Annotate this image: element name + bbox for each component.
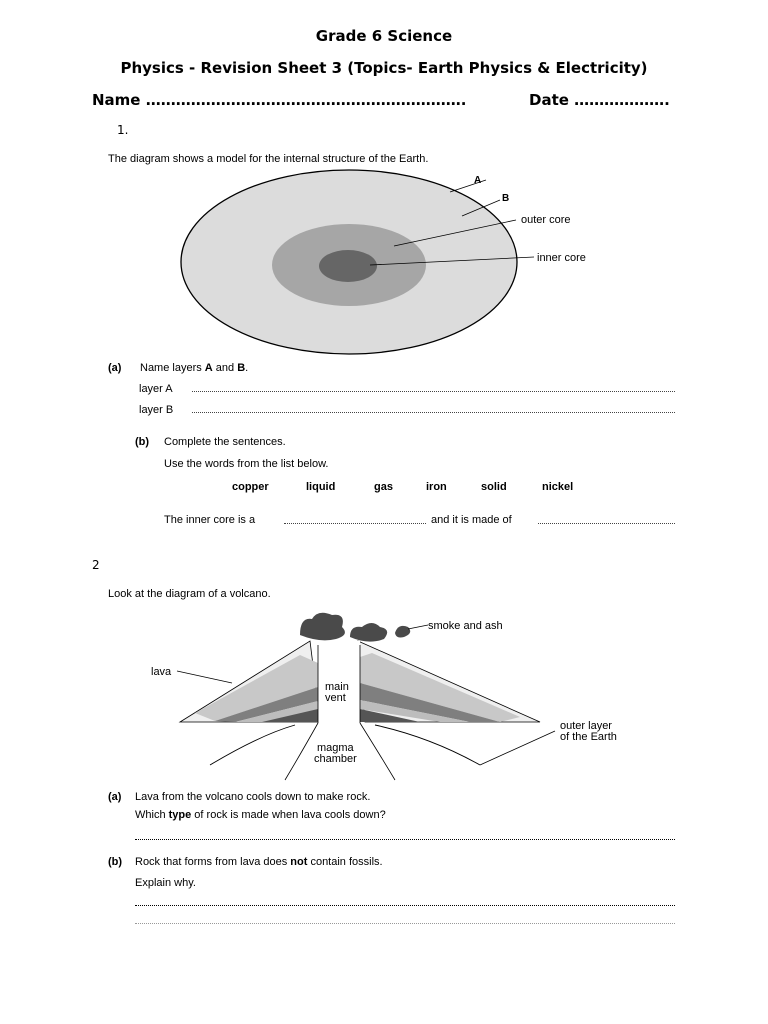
- label-magma-1: magma: [317, 742, 354, 754]
- layer-b-label: layer B: [139, 404, 174, 416]
- name-field[interactable]: Name ……………………………………………………….: [92, 91, 467, 109]
- label-smoke: smoke and ash: [428, 620, 503, 632]
- earth-structure-diagram: [0, 160, 768, 360]
- label-outer-layer-1: outer layer: [560, 720, 612, 732]
- word-liquid: liquid: [306, 481, 336, 493]
- word-solid: solid: [481, 481, 507, 493]
- pointer-smoke: [408, 625, 428, 629]
- q2a-answer-line[interactable]: [135, 839, 675, 840]
- layer-a-answer-line[interactable]: [192, 391, 675, 392]
- inner-core-state-answer-line[interactable]: [284, 523, 426, 524]
- label-inner-core: inner core: [537, 252, 586, 264]
- q1a-tag: (a): [108, 362, 122, 374]
- label-magma-2: chamber: [314, 753, 357, 765]
- q1-intro: The diagram shows a model for the internal structure of the Earth.: [108, 153, 429, 165]
- inner-core: [319, 250, 377, 282]
- pointer-lava: [177, 671, 232, 683]
- label-main-vent-1: main: [325, 681, 349, 693]
- q2a-tag: (a): [108, 791, 122, 803]
- q2a-question: Which type of rock is made when lava cools down?: [135, 809, 386, 821]
- q2b-instruction: Explain why.: [135, 877, 196, 889]
- question-number-2: 2: [92, 558, 100, 572]
- word-gas: gas: [374, 481, 393, 493]
- outer-layer-line-right: [375, 725, 480, 765]
- label-outer-layer-2: of the Earth: [560, 731, 617, 743]
- word-iron: iron: [426, 481, 447, 493]
- volcano-diagram: [0, 605, 768, 785]
- q1b-tag: (b): [135, 436, 150, 448]
- label-b: B: [502, 193, 510, 204]
- label-main-vent-2: vent: [325, 692, 346, 704]
- q2b-answer-line-2[interactable]: [135, 923, 675, 924]
- layer-a-label: layer A: [139, 383, 173, 395]
- label-lava: lava: [151, 666, 172, 678]
- pointer-outer-layer: [480, 731, 555, 765]
- q1b-sentence-mid: and it is made of: [431, 514, 512, 526]
- q2b-answer-line-1[interactable]: [135, 905, 675, 906]
- q2-intro: Look at the diagram of a volcano.: [108, 588, 271, 600]
- q1b-text: Complete the sentences.: [164, 436, 286, 448]
- label-outer-core: outer core: [521, 214, 571, 226]
- smoke-cloud-2: [350, 623, 387, 642]
- q1a-text: Name layers A and B.: [140, 362, 249, 374]
- q2a-text: Lava from the volcano cools down to make rock.: [135, 791, 371, 803]
- date-field[interactable]: Date ……………….: [529, 91, 670, 109]
- q1b-instruction: Use the words from the list below.: [164, 458, 329, 470]
- q2b-text: Rock that forms from lava does not contain fossils.: [135, 856, 383, 868]
- inner-core-metal-answer-line[interactable]: [538, 523, 675, 524]
- outer-layer-line-left: [210, 725, 295, 765]
- smoke-cloud-1: [300, 613, 345, 641]
- layer-b-answer-line[interactable]: [192, 412, 675, 413]
- word-copper: copper: [232, 481, 269, 493]
- page-subtitle: Physics - Revision Sheet 3 (Topics- Earth Physics & Electricity): [120, 59, 648, 77]
- smoke-cloud-3: [395, 626, 410, 638]
- q1b-sentence-start: The inner core is a: [164, 514, 256, 526]
- q2b-tag: (b): [108, 856, 123, 868]
- word-nickel: nickel: [542, 481, 574, 493]
- label-a: A: [474, 175, 482, 186]
- question-number-1: 1.: [117, 123, 129, 137]
- page-title: Grade 6 Science: [315, 27, 453, 45]
